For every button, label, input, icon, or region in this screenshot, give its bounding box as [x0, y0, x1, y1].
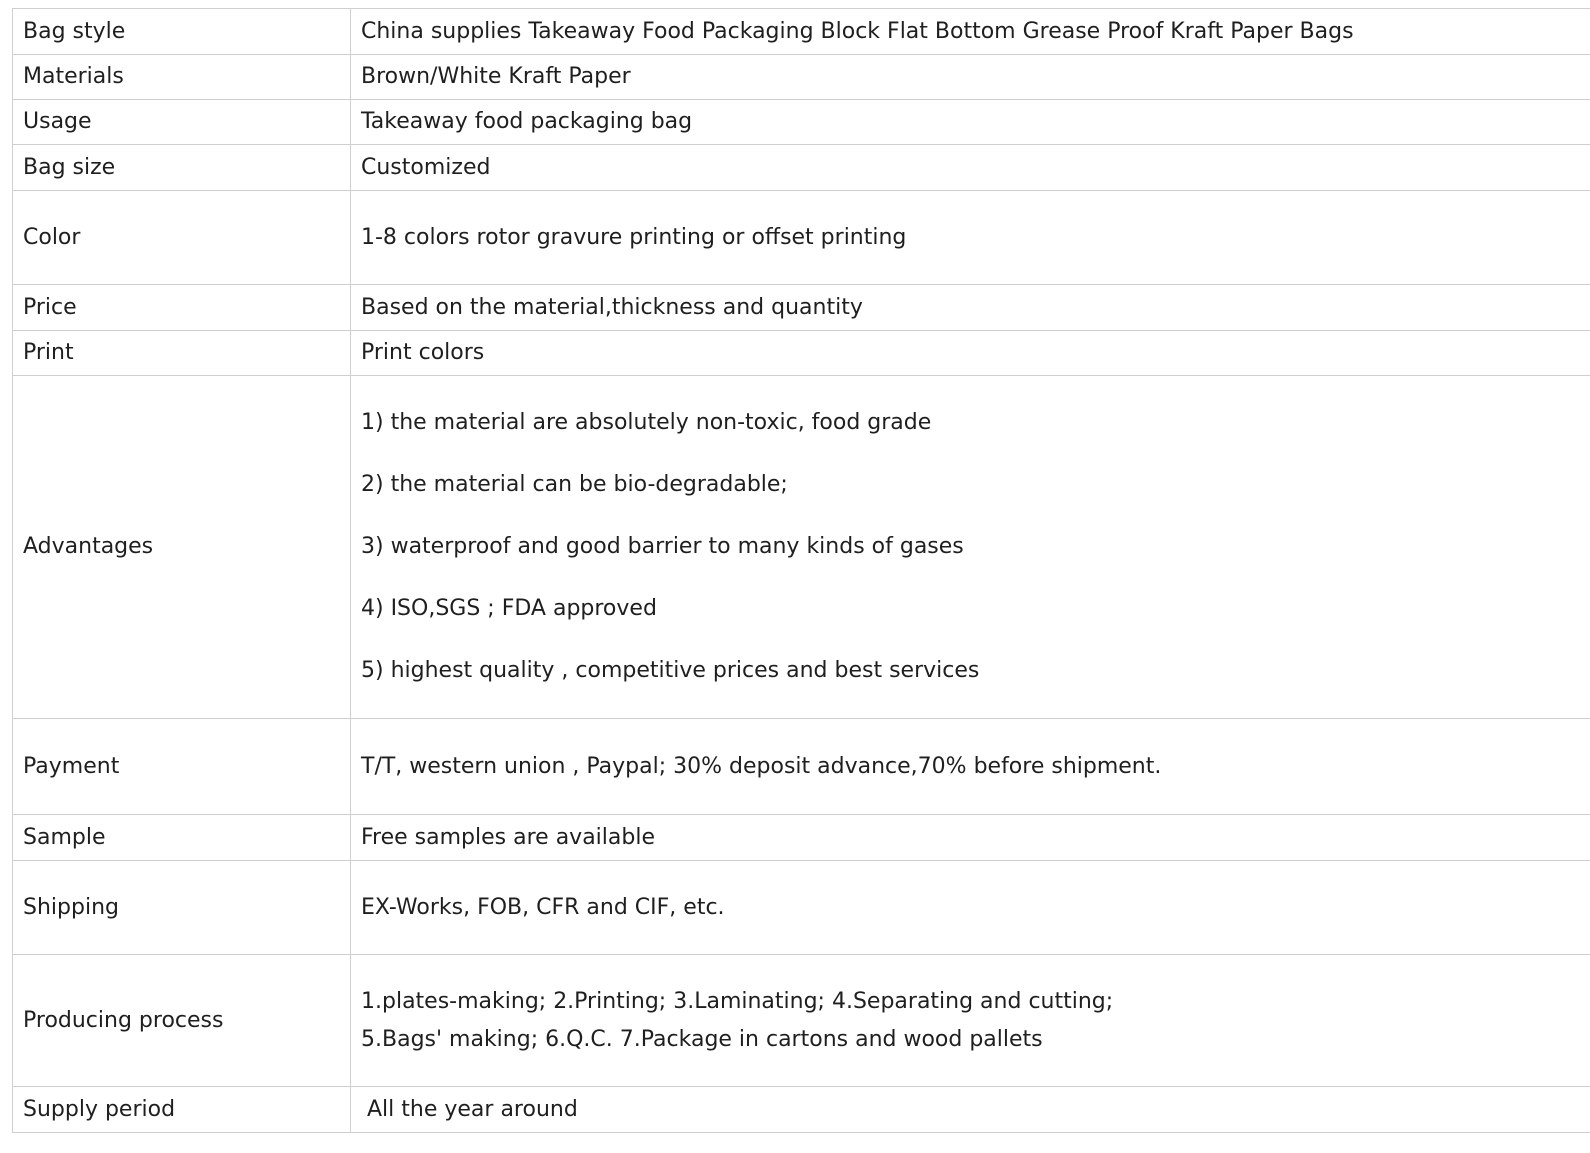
table-row-color — [13, 191, 1590, 285]
row-value: Brown/White Kraft Paper — [351, 55, 1590, 100]
row-label: Advantages — [13, 376, 351, 719]
list-item: 4) ISO,SGS ; FDA approved — [361, 596, 657, 621]
row-label: Usage — [13, 100, 351, 145]
table-row-supply-period — [13, 1087, 1590, 1133]
row-label: Producing process — [13, 955, 351, 1087]
row-label: Materials — [13, 55, 351, 100]
table-row-price — [13, 285, 1590, 331]
row-label: Color — [13, 191, 351, 285]
cropped-text-strip — [12, 0, 1590, 8]
row-value: China supplies Takeaway Food Packaging Block Flat Bottom Grease Proof Kraft Paper Bags — [351, 9, 1590, 55]
row-value: Takeaway food packaging bag — [351, 100, 1590, 145]
row-label: Supply period — [13, 1087, 351, 1133]
row-value: Customized — [351, 145, 1590, 191]
row-value: Free samples are available — [351, 815, 1590, 861]
row-label: Payment — [13, 719, 351, 815]
table-row-shipping — [13, 861, 1590, 955]
process-line: 1.plates-making; 2.Printing; 3.Laminating; 4.Separating and cutting; — [361, 988, 1114, 1014]
list-item: 2) the material can be bio-degradable; — [361, 472, 788, 497]
list-item: 1) the material are absolutely non-toxic, food grade — [361, 410, 932, 435]
table-row-materials — [13, 55, 1590, 100]
row-value: T/T, western union , Paypal; 30% deposit advance,70% before shipment. — [351, 719, 1590, 815]
process-line: 5.Bags' making; 6.Q.C. 7.Package in cartons and wood pallets — [361, 1026, 1043, 1052]
list-item: 3) waterproof and good barrier to many kinds of gases — [361, 534, 964, 559]
row-value: 1-8 colors rotor gravure printing or offset printing — [351, 191, 1590, 285]
row-value: Based on the material,thickness and quantity — [351, 285, 1590, 331]
table-row-print — [13, 331, 1590, 376]
row-label: Bag style — [13, 9, 351, 55]
table-row-usage — [13, 100, 1590, 145]
cropped-heading-text — [22, 0, 29, 8]
row-label: Price — [13, 285, 351, 331]
table-row-advantages — [13, 376, 1590, 719]
row-value — [351, 955, 1590, 1087]
row-label: Print — [13, 331, 351, 376]
table-row-bag-size — [13, 145, 1590, 191]
advantages-list — [361, 392, 1590, 702]
row-value — [351, 376, 1590, 719]
row-label: Bag size — [13, 145, 351, 191]
list-item: 5) highest quality , competitive prices and best services — [361, 658, 980, 683]
row-value: All the year around — [367, 1096, 578, 1122]
row-value: Print colors — [351, 331, 1590, 376]
table-row-sample — [13, 815, 1590, 861]
row-label: Sample — [13, 815, 351, 861]
spec-table — [12, 8, 1590, 1133]
row-value: EX-Works, FOB, CFR and CIF, etc. — [351, 861, 1590, 955]
table-row-producing-process — [13, 955, 1590, 1087]
row-label: Shipping — [13, 861, 351, 955]
table-row-bag-style — [13, 9, 1590, 55]
table-row-payment — [13, 719, 1590, 815]
row-value-cell — [351, 1087, 1590, 1133]
